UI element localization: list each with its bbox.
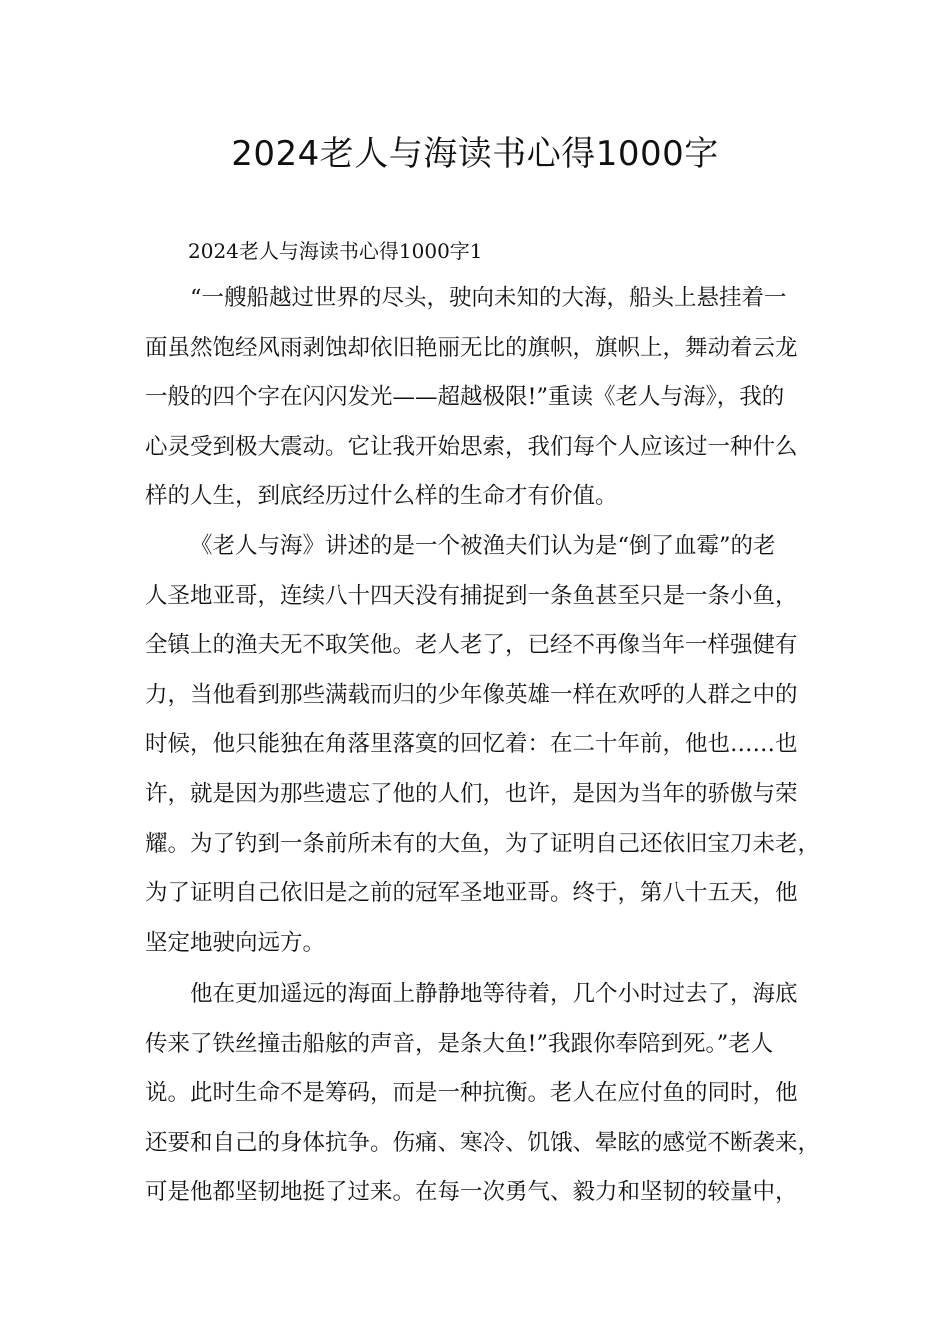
paragraph-line: 传来了铁丝撞击船舷的声音，是条大鱼!”我跟你奉陪到死。”老人: [145, 1030, 774, 1057]
paragraph-line: 时候，他只能独在角落里落寞的回忆着：在二十年前，他也……也: [145, 731, 798, 758]
paragraph-line: “一艘船越过世界的尽头，驶向未知的大海，船头上悬挂着一: [190, 285, 787, 311]
document-title: 2024老人与海读书心得1000字: [231, 134, 719, 174]
paragraph-line: 全镇上的渔夫无不取笑他。老人老了，已经不再像当年一样强健有: [145, 632, 798, 659]
paragraph-1: [145, 274, 835, 522]
paragraph-line: 《老人与海》讲述的是一个被渔夫们认为是“倒了血霉”的老: [190, 533, 776, 559]
paragraph-line: 心灵受到极大震动。它让我开始思索，我们每个人应该过一种什么: [145, 433, 798, 460]
paragraph-line: 可是他都坚韧地挺了过来。在每一次勇气、毅力和坚韧的较量中，: [145, 1179, 798, 1206]
paragraph-line: 面虽然饱经风雨剥蚀却依旧艳丽无比的旗帜，旗帜上，舞动着云龙: [145, 334, 798, 361]
paragraph-line: 样的人生，到底经历过什么样的生命才有价值。: [145, 483, 618, 510]
section-heading: 2024老人与海读书心得1000字1: [188, 239, 483, 263]
paragraph-line: 一般的四个字在闪闪发光——超越极限!”重读《老人与海》，我的: [145, 384, 785, 411]
paragraph-line: 说。此时生命不是筹码，而是一种抗衡。老人在应付鱼的同时，他: [145, 1080, 798, 1107]
paragraph-line: 为了证明自己依旧是之前的冠军圣地亚哥。终于，第八十五天，他: [145, 880, 798, 907]
paragraph-line: 他在更加遥远的海面上静静地等待着，几个小时过去了，海底: [190, 981, 798, 1007]
paragraph-line: 坚定地驶向远方。: [145, 929, 326, 956]
paragraph-2: [145, 522, 835, 968]
paragraph-3: [145, 970, 835, 1218]
paragraph-line: 人圣地亚哥，连续八十四天没有捕捉到一条鱼甚至只是一条小鱼，: [145, 582, 798, 609]
paragraph-line: 许，就是因为那些遗忘了他的人们，也许，是因为当年的骄傲与荣: [145, 780, 798, 807]
paragraph-line: 还要和自己的身体抗争。伤痛、寒冷、饥饿、晕眩的感觉不断袭来，: [145, 1129, 821, 1156]
paragraph-line: 耀。为了钓到一条前所未有的大鱼，为了证明自己还依旧宝刀未老，: [145, 830, 821, 857]
paragraph-line: 力，当他看到那些满载而归的少年像英雄一样在欢呼的人群之中的: [145, 681, 798, 708]
